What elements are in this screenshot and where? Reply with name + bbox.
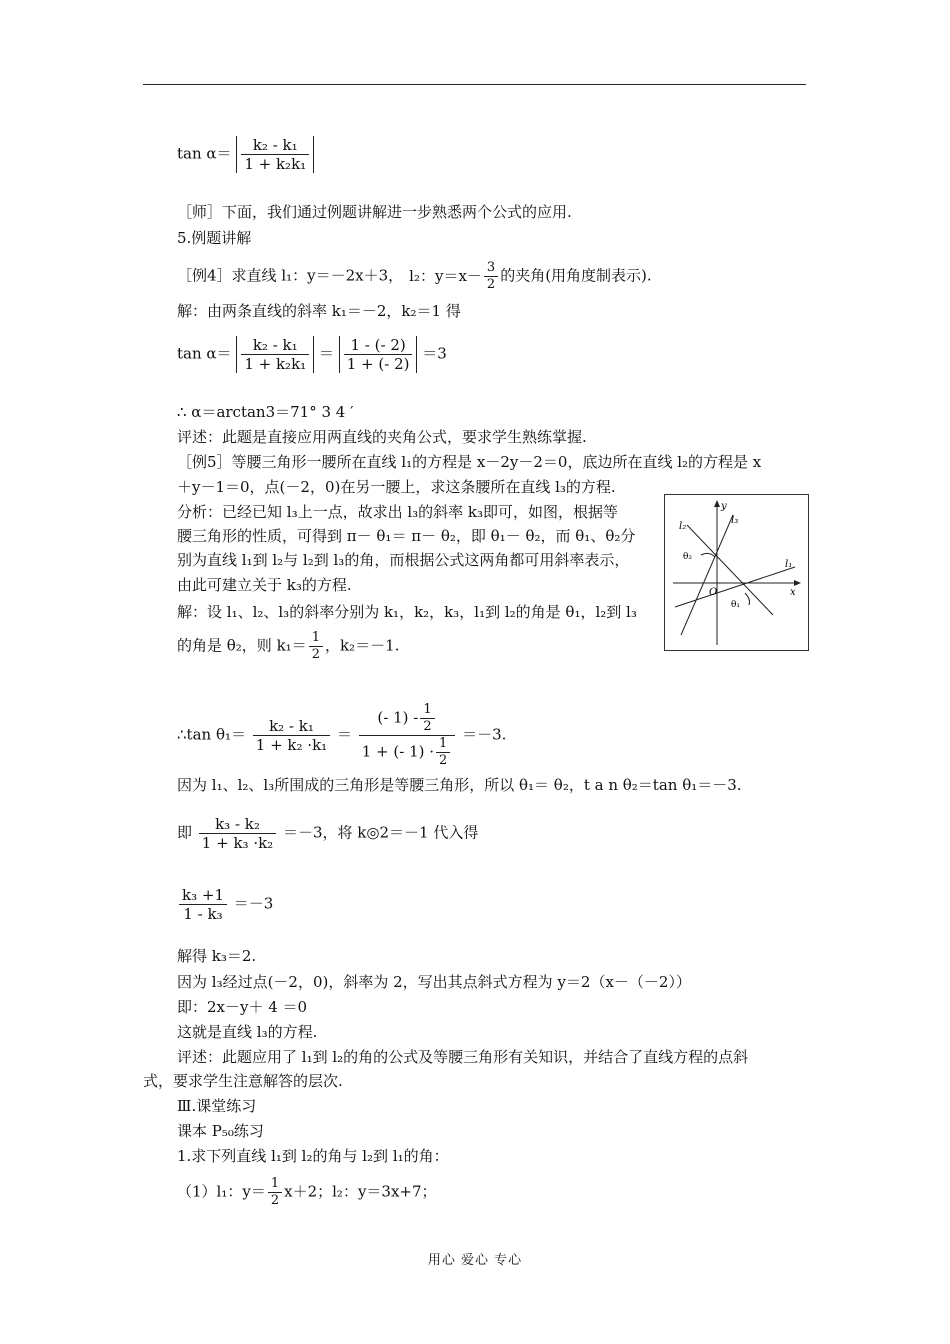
section-5-heading: 5.例题讲解 [177,229,252,247]
analysis-line3: 别为直线 l₁到 l₂与 l₂到 l₃的角，而根据公式这两角都可用斜率表示， [177,551,630,569]
solution-5-k3: 解得 k₃＝2. [177,947,257,965]
formula-k3-substituted: $\frac{\text{k₃ +1}}{\text{1 - k₃}}$ ＝－3 [177,886,273,923]
exercise-1: 1.求下列直线 l₁到 l₂的角与 l₂到 l₁的角： [177,1147,449,1165]
solution-5-line2: 的角是 θ₂，则 k₁＝ $\frac{1}{2}$ ，k₂＝－1. [177,630,400,662]
formula-tan-theta1: ∴tan θ₁＝ $\frac{\text{k₂ - k₁}}{\text{1 + k₂ ·k₁}}$ ＝ (- 1) - $\frac{1}{2}$ 1 + (- 1) · $\frac{1}{2}$ ＝－3. [177,702,507,768]
solution-4-intro: 解：由两条直线的斜率 k₁＝－2，k₂＝1 得 [177,302,461,320]
analysis-line1: 分析：已经已知 l₃上一点，故求出 l₃的斜率 k₃即可，如图，根据等 [177,503,619,521]
theta2-arc [701,553,715,557]
comment-5-line1: 评述：此题应用了 l₁到 l₂的角的公式及等腰三角形有关知识，并结合了直线方程的点斜 [177,1048,749,1066]
analysis-line4: 由此可建立关于 k₃的方程. [177,576,352,594]
teacher-paragraph: ［师］下面，我们通过例题讲解进一步熟悉两个公式的应用. [177,203,572,221]
y-arrow-icon [714,500,720,507]
label-theta1: θ₁ [731,600,741,610]
label-x: x [790,587,796,598]
line-l3 [681,515,733,635]
header-rule [143,84,806,85]
label-l1: l₁ [785,559,793,570]
comment-4: 评述：此题是直接应用两直线的夹角公式，要求学生熟练掌握. [177,428,587,446]
x-arrow-icon [794,580,801,586]
solution-5-line1: 解：设 l₁、l₂、l₃的斜率分别为 k₁，k₂，k₃，l₁到 l₂的角是 θ₁，l₂到 l₃ [177,603,637,621]
analysis-line2: 腰三角形的性质，可得到 π－ θ₁＝ π－ θ₂，即 θ₁－ θ₂，而 θ₁、θ₂分 [177,527,636,545]
lines-diagram [665,495,808,650]
solution-4-result: ∴ α＝arctan3＝71° 3 4 ′ [177,403,354,421]
page-footer: 用心 爱心 专心 [427,1253,523,1268]
exercise-1-part-1: （1）l₁：y＝ $\frac{1}{2}$ x＋2；l₂：y＝3x+7； [177,1176,437,1208]
label-theta2: θ₂ [683,552,693,562]
example-4: ［例4］求直线 l₁：y＝－2x＋3， l₂：y＝x－ $\frac{3}{2}$ 的夹角(用角度制表示). [177,260,652,292]
theta1-arc [745,593,750,605]
solution-5-conclusion: 这就是直线 l₃的方程. [177,1023,318,1041]
solution-5-point-slope: 因为 l₃经过点(－2，0)，斜率为 2，写出其点斜式方程为 y＝2（x－（－2）） [177,973,691,991]
label-l2: l₂ [679,521,687,532]
example-5-line2: ＋y－1＝0，点(－2，0)在另一腰上，求这条腰所在直线 l₃的方程. [177,478,616,496]
triangle-figure [664,494,809,651]
formula-k3: 即 $\frac{\text{k₃ - k₂}}{\text{1 + k₃ ·k₂}}$ ＝－3，将 k◎2＝－1 代入得 [177,815,479,852]
comment-5-line2: 式，要求学生注意解答的层次. [143,1072,343,1090]
solution-5-equation: 即：2x－y＋ 4 ＝0 [177,998,308,1016]
label-origin: O [709,587,718,598]
formula-tan-alpha: tan α＝ $\frac{\text{k₂ - k₁}}{\text{1 + k₂k₁}}$ [177,136,314,173]
label-l3: l₃ [731,515,739,526]
section-3-heading: Ⅲ.课堂练习 [177,1097,257,1115]
formula-tan-alpha-2: tan α＝ $\frac{\text{k₂ - k₁}}{\text{1 + k₂k₁}}$ ＝ $\frac{1 - (- 2)}{1 + (- 2)}$ ＝3 [177,336,447,373]
because-paragraph: 因为 l₁、l₂、l₃所围成的三角形是等腰三角形，所以 θ₁＝ θ₂，t a n θ₂＝tan θ₁＝－3. [177,776,742,794]
example-5-line1: ［例5］等腰三角形一腰所在直线 l₁的方程是 x－2y－2＝0，底边所在直线 l₂的方程是 x [177,453,762,471]
line-l2 [687,525,773,615]
label-y: y [721,501,727,512]
textbook-reference: 课本 P₅₀练习 [177,1122,264,1140]
